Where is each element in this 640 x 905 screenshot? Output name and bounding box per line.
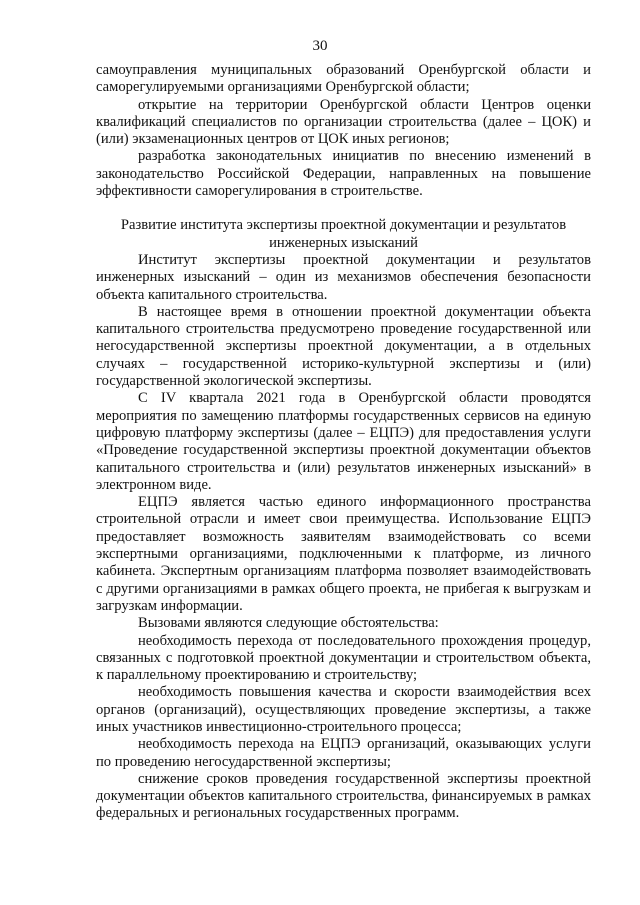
paragraph: снижение сроков проведения государственной экспертизы проектной документации объектов капитального строительства, финансируемых в рамках федеральных и региональных государственных программ. [96, 770, 591, 822]
paragraph: необходимость перехода на ЕЦПЭ организаций, оказывающих услуги по проведению негосударственной экспертизы; [96, 736, 591, 770]
paragraph: разработка законодательных инициатив по внесению изменений в законодательство Российской Федерации, направленных на повышение эффективности саморегулирования в строительстве. [96, 148, 591, 200]
page-number: 30 [312, 38, 328, 54]
paragraph: Институт экспертизы проектной документации и результатов инженерных изысканий – один из механизмов обеспечения безопасности объекта капитального строительства. [96, 251, 591, 303]
paragraph: С IV квартала 2021 года в Оренбургской области проводятся мероприятия по замещению платформы государственных сервисов на единую цифровую платформу экспертизы (далее – ЕЦПЭ) для предоставления услуги «Проведение государственной экспертизы проектной документации объектов капитального строительства и (или) результатов инженерных изысканий» в электронном виде. [96, 390, 591, 493]
paragraph: Вызовами являются следующие обстоятельства: [138, 615, 439, 632]
spacer [96, 200, 591, 217]
paragraph: В настоящее время в отношении проектной документации объекта капитального строительства предусмотрено проведение государственной или негосударственной экспертизы проектной документации, а в отдельных случаях – государственной историко-культурной экспертизы и (или) государственной экологической экспертизы. [96, 303, 591, 390]
paragraph: ЕЦПЭ является частью единого информационного пространства строительной отрасли и имеет свои преимущества. Использование ЕЦПЭ предоставляет возможность заявителям взаимодействовать со всеми экспертными организациями, подключенными к платформе, из личного кабинета. Экспертным организациям платформа позволяет взаимодействовать с другими организациями в рамках общего проекта, не прибегая к выгрузкам и загрузкам информации. [96, 494, 591, 614]
section-title-line: инженерных изысканий [269, 234, 418, 251]
paragraph: самоуправления муниципальных образований Оренбургской области и саморегулируемыми организациями Оренбургской области; [96, 62, 591, 96]
paragraph: необходимость повышения качества и скорости взаимодействия всех органов (организаций), осуществляющих проведение экспертизы, а также иных участников инвестиционно-строительного процесса; [96, 684, 591, 735]
page-content [96, 62, 591, 823]
paragraph: открытие на территории Оренбургской области Центров оценки квалификаций специалистов по организации строительства (далее – ЦОК) и (или) экзаменационных центров от ЦОК иных регионов; [96, 96, 591, 148]
section-title [96, 217, 591, 252]
paragraph: необходимость перехода от последовательного прохождения процедур, связанных с подготовкой проектной документации и строительством объекта, к параллельному проектированию и строительству; [96, 632, 591, 684]
section-title-line: Развитие института экспертизы проектной документации и результатов [120, 217, 567, 234]
